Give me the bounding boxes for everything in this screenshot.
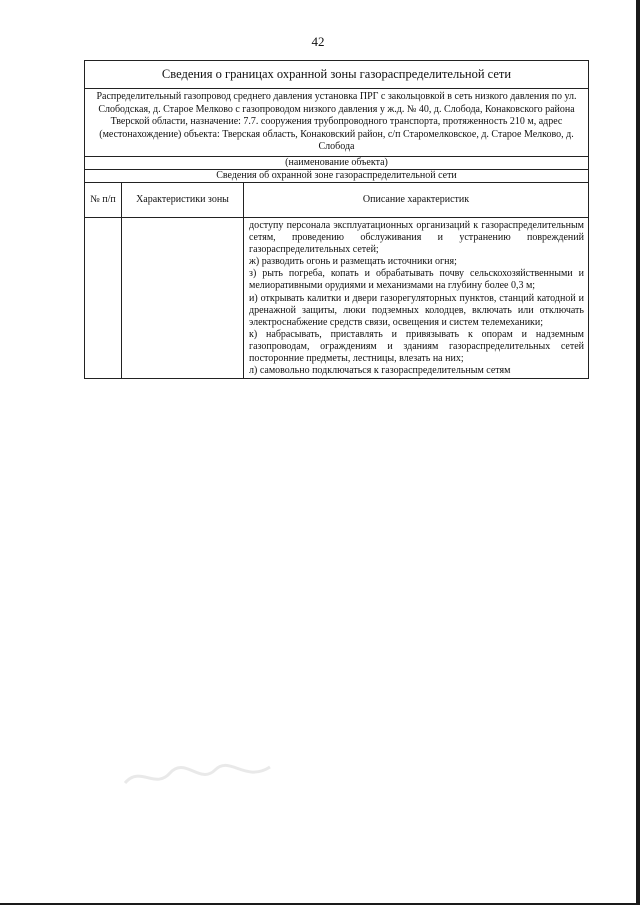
zone-info-heading: Сведения об охранной зоне газораспределительной сети [85, 170, 588, 183]
description-paragraph: л) самовольно подключаться к газораспределительным сетям [249, 365, 511, 377]
page-number: 42 [311, 34, 325, 49]
object-description: Распределительный газопровод среднего давления установка ПРГ с закольцовкой в сеть низкого давления по ул. Слободская, д. Старое Мелково с газопроводом низкого давления у ж.д. № 40, д. Слобода, Конаковского района Тверской области, назначение: 7.7. сооружения трубопроводного транспорта, протяженность 210 м, адрес (местонахождение) объекта: Тверская область, Конаковский район, с/п Старомелковское, д. Старое Мелково, д. Слобода [85, 89, 588, 157]
description-paragraph: и) открывать калитки и двери газорегуляторных пунктов, станций катодной и дренажной защиты, люки подземных колодцев, включать или отключать электроснабжение средств связи, освещения и систем телемеханики; [249, 292, 584, 328]
description-paragraph: доступу персонала эксплуатационных организаций к газораспределительным сетям, проведению обслуживания и устранению повреждений газораспределительных сетей; [249, 219, 584, 256]
description-paragraph: ж) разводить огонь и размещать источники огня; [249, 256, 457, 268]
cell-zone [122, 218, 244, 378]
cell-description [244, 218, 588, 378]
column-header-zone: Характеристики зоны [122, 183, 244, 217]
table-row [85, 218, 588, 378]
column-header-description: Описание характеристик [362, 193, 470, 205]
column-header-number: № п/п [85, 183, 122, 217]
zone-info-table [84, 60, 589, 379]
description-paragraph: к) набрасывать, приставлять и привязывать к опорам и надземным газопроводам, ограждениям и зданиям газораспределительных сетей посторонние предметы, лестницы, влезать на них; [249, 328, 584, 364]
section-title: Сведения о границах охранной зоны газораспределительной сети [85, 61, 588, 89]
faint-signature-mark [120, 755, 280, 795]
object-caption: (наименование объекта) [85, 157, 588, 170]
table-header-row [85, 183, 588, 218]
cell-number [85, 218, 122, 378]
description-paragraph: з) рыть погреба, копать и обрабатывать почву сельскохозяйственными и мелиоративными орудиями и механизмами на глубину более 0,3 м; [249, 268, 584, 292]
